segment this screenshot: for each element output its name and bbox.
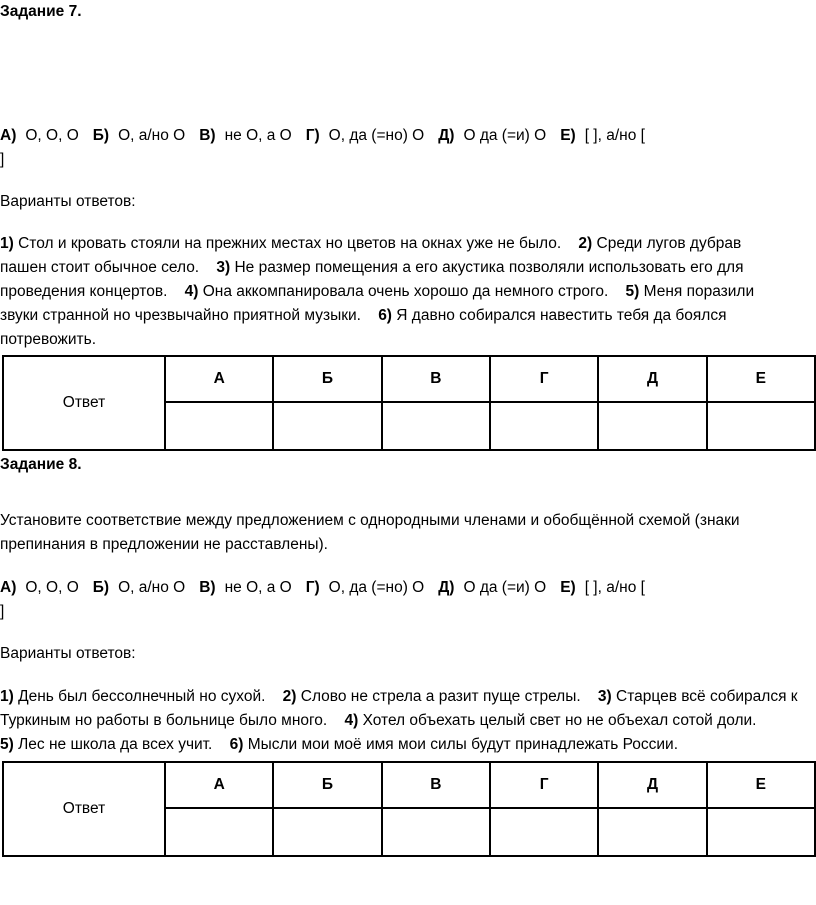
scheme-text: О, а/но О (118, 579, 186, 596)
answer-cell-a[interactable] (165, 402, 273, 450)
scheme-text: [ ], а/но [ (584, 579, 645, 596)
scheme-item (199, 579, 292, 596)
option-line (0, 232, 741, 256)
task7-schemes-wrap: ] (0, 151, 5, 168)
option-text: Слово не стрела а разит пуще стрелы. (296, 688, 598, 705)
col-header-v: В (382, 356, 490, 402)
scheme-item (0, 579, 79, 596)
option-number: 2) (578, 235, 593, 252)
task8-schemes (0, 576, 659, 600)
option-text: проведения концертов. (0, 283, 185, 300)
option-number: 4) (344, 712, 359, 729)
answer-cell-a[interactable] (165, 808, 273, 856)
answer-label: Ответ (3, 356, 165, 450)
col-header-b: Б (273, 762, 381, 808)
scheme-text: О, О, О (25, 579, 79, 596)
option-line (0, 304, 727, 328)
scheme-item (0, 127, 79, 144)
scheme-item (560, 127, 645, 144)
task8-title: Задание 8. (0, 456, 82, 473)
scheme-text: О, а/но О (118, 127, 186, 144)
scheme-item (306, 127, 425, 144)
col-header-v: В (382, 762, 490, 808)
answer-cell-d[interactable] (598, 402, 706, 450)
option-text: Туркиным но работы в больнице было много. (0, 712, 345, 729)
scheme-letter: Б) (92, 127, 110, 144)
answer-cell-g[interactable] (490, 808, 598, 856)
col-header-b: Б (273, 356, 381, 402)
option-line (0, 733, 678, 757)
scheme-letter: Г) (305, 127, 320, 144)
col-header-d: Д (598, 762, 706, 808)
option-line (0, 709, 756, 733)
option-text: Не размер помещения а его акустика позволяли использовать его для (230, 259, 744, 276)
answer-cell-b[interactable] (273, 402, 381, 450)
col-header-d: Д (598, 356, 706, 402)
option-text: Я давно собирался навестить тебя да боялся (391, 307, 727, 324)
scheme-item (93, 127, 185, 144)
scheme-text: О, да (=но) О (328, 127, 425, 144)
option-number: 1) (0, 235, 14, 252)
answer-cell-e[interactable] (707, 402, 815, 450)
scheme-item (438, 127, 546, 144)
scheme-letter: В) (199, 127, 216, 144)
scheme-letter: Е) (560, 579, 576, 596)
task8-answer-table (2, 761, 816, 857)
scheme-letter: В) (199, 579, 216, 596)
answer-cell-g[interactable] (490, 402, 598, 450)
scheme-item (93, 579, 185, 596)
col-header-a: А (165, 762, 273, 808)
scheme-letter: Е) (560, 127, 576, 144)
option-number: 5) (0, 736, 14, 753)
option-text: звуки странной но чрезвычайно приятной музыки. (0, 307, 379, 324)
col-header-g: Г (490, 356, 598, 402)
task8-variants-label: Варианты ответов: (0, 645, 136, 662)
option-text: Старцев всё собирался к (611, 688, 798, 705)
option-line (0, 280, 754, 304)
scheme-item (199, 127, 292, 144)
answer-label: Ответ (3, 762, 165, 856)
scheme-text: [ ], а/но [ (584, 127, 645, 144)
option-number: 6) (378, 307, 392, 324)
option-number: 4) (184, 283, 199, 300)
scheme-text: не О, а О (224, 579, 292, 596)
answer-cell-v[interactable] (382, 402, 490, 450)
option-number: 3) (216, 259, 231, 276)
task7-schemes (0, 124, 659, 148)
scheme-letter: А) (0, 579, 17, 596)
option-text: Хотел объехать целый свет но не объехал сотой доли. (358, 712, 757, 729)
scheme-text: О да (=и) О (463, 127, 547, 144)
scheme-text: О, да (=но) О (328, 579, 425, 596)
scheme-letter: Д) (438, 579, 455, 596)
scheme-text: не О, а О (224, 127, 292, 144)
scheme-text: О, О, О (25, 127, 79, 144)
answer-cell-e[interactable] (707, 808, 815, 856)
option-text: пашен стоит обычное село. (0, 259, 217, 276)
scheme-text: О да (=и) О (463, 579, 547, 596)
task7-variants-label: Варианты ответов: (0, 193, 136, 210)
option-number: 1) (0, 688, 14, 705)
option-number: 2) (282, 688, 297, 705)
scheme-item (560, 579, 645, 596)
option-number: 6) (229, 736, 244, 753)
task7-answer-table (2, 355, 816, 451)
scheme-letter: Г) (305, 579, 320, 596)
task8-instruction-line-2: препинания в предложении не расставлены). (0, 536, 328, 553)
option-text: День был бессолнечный но сухой. (13, 688, 283, 705)
task7-title: Задание 7. (0, 3, 82, 20)
answer-cell-d[interactable] (598, 808, 706, 856)
task8-schemes-wrap: ] (0, 603, 5, 620)
option-line (0, 328, 96, 352)
option-text: Лес не школа да всех учит. (13, 736, 230, 753)
option-line (0, 685, 798, 709)
scheme-letter: А) (0, 127, 17, 144)
answer-cell-v[interactable] (382, 808, 490, 856)
col-header-g: Г (490, 762, 598, 808)
scheme-letter: Д) (438, 127, 455, 144)
col-header-a: А (165, 356, 273, 402)
option-text: Среди лугов дубрав (592, 235, 742, 252)
option-text: потревожить. (0, 331, 97, 348)
answer-cell-b[interactable] (273, 808, 381, 856)
col-header-e: Е (707, 762, 815, 808)
option-number: 5) (625, 283, 640, 300)
col-header-e: Е (707, 356, 815, 402)
scheme-item (306, 579, 425, 596)
scheme-letter: Б) (92, 579, 110, 596)
option-number: 3) (597, 688, 612, 705)
task8-instruction-line-1: Установите соответствие между предложением с однородными членами и обобщённой схемой (знаки (0, 512, 740, 529)
option-line (0, 256, 744, 280)
option-text: Она аккомпанировала очень хорошо да немного строго. (198, 283, 626, 300)
option-text: Мысли мои моё имя мои силы будут принадлежать России. (243, 736, 678, 753)
option-text: Стол и кровать стояли на прежних местах но цветов на окнах уже не было. (13, 235, 579, 252)
scheme-item (438, 579, 546, 596)
option-text: Меня поразили (639, 283, 755, 300)
